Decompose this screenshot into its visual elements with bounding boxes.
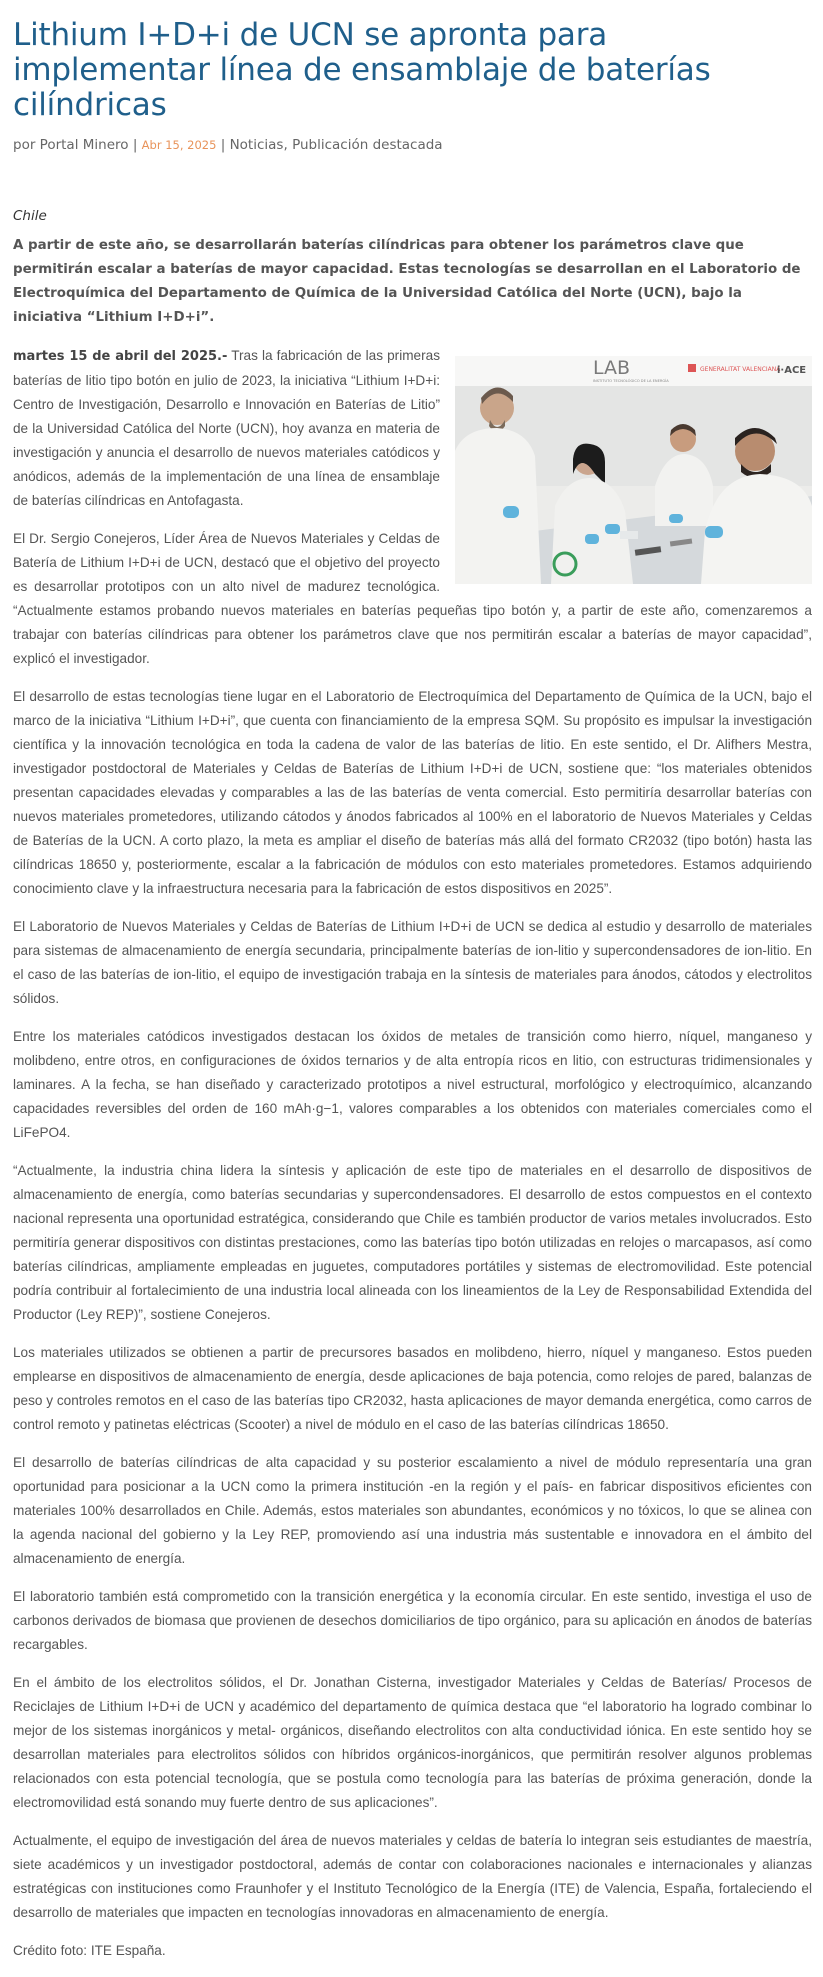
article-photo: [455, 356, 812, 584]
publish-date: Abr 15, 2025: [141, 138, 217, 152]
banner-iace: i·ACE: [777, 365, 807, 376]
dateline: martes 15 de abril del 2025.-: [13, 349, 228, 364]
paragraph-10: En el ámbito de los electrolitos sólidos, el Dr. Jonathan Cisterna, investigador Materiales y Celdas de Baterías/ Procesos de Reciclajes de Lithium I+D+i de UCN y académico del departamento de química destaca que “el laboratorio ha logrado combinar lo mejor de los sistemas inorgánicos y metal- orgánicos, diseñando electrolitos con alta conductividad iónica. En este sentido hoy se desarrollan materiales para electrolitos sólidos con híbridos orgánicos-inorgánicos, que permitirán resolver algunos problemas relacionados con esta potencial tecnología, que se postula como tecnología para las baterías de próxima generación, donde la electromovilidad está sonando muy fuerte dentro de sus aplicaciones”.: [13, 1675, 812, 1810]
article: [13, 18, 812, 1977]
banner-generalitat: GENERALITAT VALENCIANA: [700, 366, 781, 373]
paragraph-1-text: Tras la fabricación de las primeras baterías de litio tipo botón en julio de 2023, la iniciativa “Lithium I+D+i: Centro de Investigación, Desarrollo e Innovación en Baterías de Litio” de la Universidad Católica del Norte (UCN), hoy avanza en materia de investigación y anuncia el desarrollo de nuevos materiales catódicos y anódicos, además de la implementación de una línea de ensamblaje de baterías cilíndricas en Antofagasta.: [13, 348, 440, 508]
lab-photo-illustration: [455, 356, 812, 584]
banner-lab-text: LAB: [593, 357, 631, 379]
article-meta: [13, 135, 812, 155]
paragraph-11: Actualmente, el equipo de investigación del área de nuevos materiales y celdas de batería lo integran seis estudiantes de maestría, siete académicos y un investigador postdoctoral, además de contar con colaboraciones nacionales e internacionales y alianzas estratégicas con instituciones como Fraunhofer y el Instituto Tecnológico de la Energía (ITE) de Valencia, España, fortaleciendo el desarrollo de materiales que impacten en tecnologías innovadoras en almacenamiento de energía.: [13, 1833, 812, 1920]
paragraph-7: Los materiales utilizados se obtienen a partir de precursores basados en molibdeno, hierro, níquel y manganeso. Estos pueden emplearse en dispositivos de almacenamiento de energía, desde aplicaciones de baja potencia, como relojes de pared, balanzas de peso y controles remotos en el caso de las baterías tipo CR2032, hasta aplicaciones de mayor demanda energética, como carros de control remoto y patinetas eléctricas (Scooter) a nivel de módulo en el caso de las baterías cilíndricas 18650.: [13, 1345, 812, 1432]
paragraph-6: “Actualmente, la industria china lidera la síntesis y aplicación de este tipo de materiales en el desarrollo de dispositivos de almacenamiento de energía, como baterías secundarias y supercondensadores. El desarrollo de estos compuestos en el contexto nacional representa una oportunidad estratégica, considerando que Chile es también productor de varios metales involucrados. Esto permitiría generar dispositivos con distintas prestaciones, como las baterías tipo botón utilizadas en relojes o marcapasos, así como baterías cilíndricas, ampliamente empleadas en juguetes, computadores portátiles y sistemas de electromovilidad. Este potencial podría contribuir al fortalecimiento de una industria local alineada con los lineamientos de la Ley de Responsabilidad Extendida del Productor (Ley REP)”, sostiene Conejeros.: [13, 1163, 812, 1322]
paragraph-5: Entre los materiales catódicos investigados destacan los óxidos de metales de transición como hierro, níquel, manganeso y molibdeno, entre otros, en configuraciones de óxidos ternarios y de alta entropía ricos en litio, con estructuras tridimensionales y laminares. A la fecha, se han diseñado y caracterizado prototipos a nivel estructural, morfológico y electroquímico, alcanzando capacidades reversibles del orden de 160 mAh·g−1, valores comparables a los obtenidos con materiales comerciales como el LiFePO4.: [13, 1029, 812, 1140]
meta-separator: |: [128, 137, 142, 153]
category-link-noticias[interactable]: Noticias: [229, 137, 284, 153]
paragraph-8: El desarrollo de baterías cilíndricas de alta capacidad y su posterior escalamiento a nivel de módulo representaría una gran oportunidad para posicionar a la UCN como la primera institución -en la región y el país- en fabricar dispositivos eficientes con materiales 100% desarrollados en Chile. Además, estos materiales son abundantes, económicos y no tóxicos, lo que se alinea con la agenda nacional del gobierno y la Ley REP, promoviendo así una industria más sustentable e innovadora en el ámbito del almacenamiento de energía.: [13, 1455, 812, 1566]
article-lead: A partir de este año, se desarrollarán baterías cilíndricas para obtener los parámetros clave que permitirán escalar a baterías de mayor capacidad. Estas tecnologías se desarrollan en el Laboratorio de Electroquímica del Departamento de Química de la Universidad Católica del Norte (UCN), bajo la iniciativa “Lithium I+D+i”.: [13, 238, 801, 325]
author-link[interactable]: por Portal Minero: [13, 137, 129, 153]
article-body: [13, 344, 812, 1963]
paragraph-3: El desarrollo de estas tecnologías tiene lugar en el Laboratorio de Electroquímica del Departamento de Química de la UCN, bajo el marco de la iniciativa “Lithium I+D+i”, que cuenta con financiamiento de la empresa SQM. Su propósito es impulsar la investigación científica y la innovación tecnológica en toda la cadena de valor de las baterías de litio. En este sentido, el Dr. Alifhers Mestra, investigador postdoctoral de Materiales y Celdas de Baterías de Lithium I+D+i de UCN, sostiene que: “los materiales obtenidos presentan capacidades elevadas y comparables a las de las baterías de venta comercial. Esto permitiría desarrollar baterías con nuevos materiales prometedores, utilizando cátodos y ánodos fabricados al 100% en el laboratorio de Nuevos Materiales y Celdas de Baterías de la UCN. A corto plazo, la meta es ampliar el diseño de baterías más allá del formato CR2032 (tipo botón) hasta las cilíndricas 18650 y, posteriormente, escalar a la fabricación de módulos con esto materiales prometedores. Estamos adquiriendo conocimiento clave y la infraestructura necesaria para la fabricación de estos dispositivos en 2025”.: [13, 689, 812, 896]
category-link-destacada[interactable]: Publicación destacada: [292, 137, 443, 153]
paragraph-2: El Dr. Sergio Conejeros, Líder Área de Nuevos Materiales y Celdas de Batería de Lithium I+D+i de UCN, destacó que el objetivo del proyecto es desarrollar prototipos con un alto nivel de madurez tecnológica. “Actualmente estamos probando nuevos materiales en baterías pequeñas tipo botón y, a partir de este año, comenzaremos a trabajar con baterías cilíndricas para obtener los parámetros clave que nos permitirán escalar a baterías de mayor capacidad”, explicó el investigador.: [13, 531, 812, 666]
meta-separator: |: [216, 137, 230, 153]
banner-lab-sub: INSTITUTO TECNOLÓGICO DE LA ENERGÍA: [593, 379, 669, 383]
paragraph-9: El laboratorio también está comprometido con la transición energética y la economía circular. En este sentido, investiga el uso de carbonos derivados de biomasa que provienen de desechos domiciliarios de tipo orgánico, para su aplicación en ánodos de baterías recargables.: [13, 1589, 812, 1652]
article-title: Lithium I+D+i de UCN se apronta para implementar línea de ensamblaje de baterías cilíndricas: [13, 17, 711, 123]
paragraph-4: El Laboratorio de Nuevos Materiales y Celdas de Baterías de Lithium I+D+i de UCN se dedica al estudio y desarrollo de materiales para sistemas de almacenamiento de energía secundaria, principalmente baterías de ion-litio y supercondensadores de ion-litio. En el caso de las baterías de ion-litio, el equipo de investigación trabaja en la síntesis de materiales para ánodos, cátodos y electrolitos sólidos.: [13, 919, 812, 1006]
photo-credit: Crédito foto: ITE España.: [13, 1943, 166, 1958]
article-location: Chile: [13, 208, 47, 224]
category-comma: ,: [283, 137, 293, 153]
